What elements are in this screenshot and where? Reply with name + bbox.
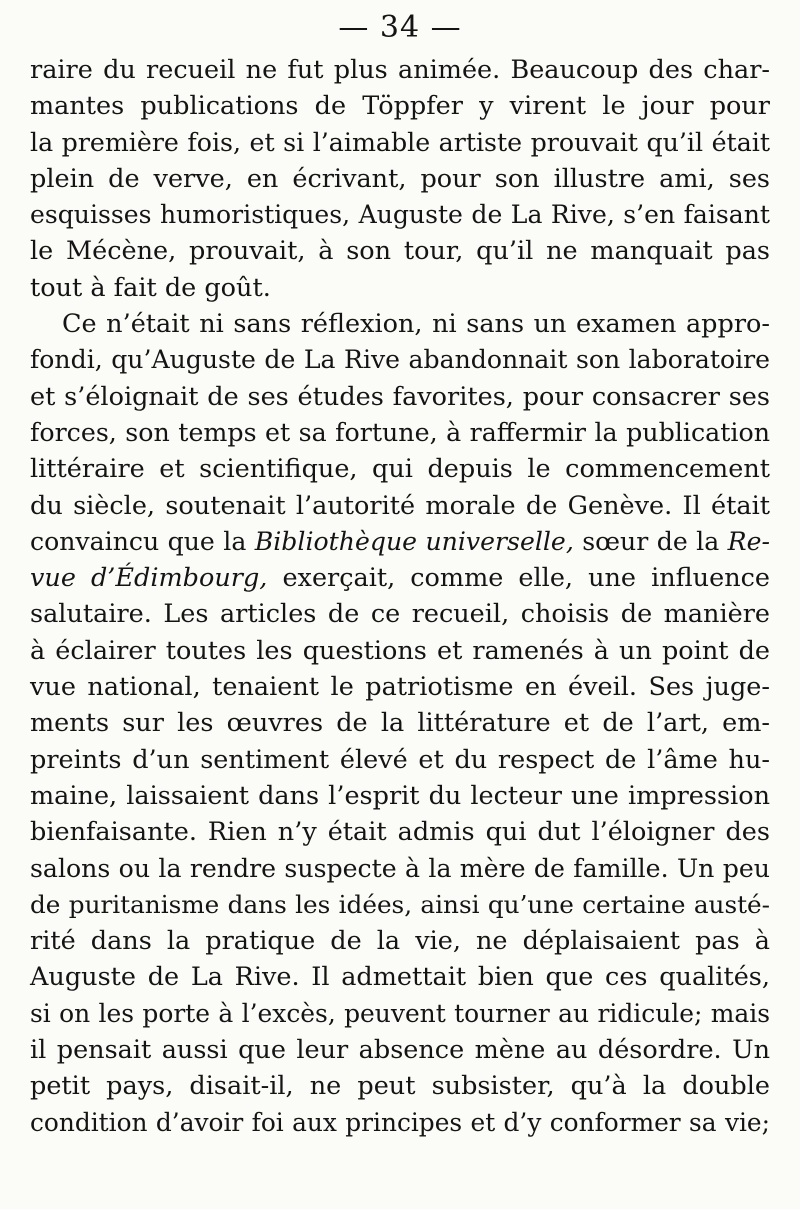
page-number: — 34 — <box>338 10 462 45</box>
paragraph-1 <box>30 52 770 306</box>
italic-title: Re- <box>727 526 770 556</box>
text-line: Ce n’était ni sans réflexion, ni sans un examen appro- <box>62 309 770 340</box>
text-line: bienfaisante. Rien n’y était admis qui dut l’éloigner des <box>30 817 770 848</box>
text-line: preints d’un sentiment élevé et du respect de l’âme hu- <box>30 744 770 775</box>
text-line: du siècle, soutenait l’autorité morale de Genève. Il était <box>30 490 770 521</box>
text-line: de puritanisme dans les idées, ainsi qu’une certaine austé- <box>30 889 770 919</box>
text-line: et s’éloignait de ses études favorites, pour consacrer ses <box>30 381 770 412</box>
paragraph-2 <box>30 306 770 1141</box>
text-line: salutaire. Les articles de ce recueil, choisis de manière <box>30 599 770 630</box>
text-line: mantes publications de Töppfer y virent le jour pour <box>30 91 770 122</box>
text-line: vue national, tenaient le patriotisme en éveil. Ses juge- <box>30 672 770 703</box>
text-line: la première fois, et si l’aimable artiste prouvait qu’il était <box>30 127 770 157</box>
text-line: à éclairer toutes les questions et ramenés à un point de <box>30 635 770 666</box>
text-line: le Mécène, prouvait, à son tour, qu’il ne manquait pas <box>30 236 770 267</box>
text-line: Auguste de La Rive. Il admettait bien que ces qualités, <box>30 962 770 993</box>
text-line <box>30 524 770 560</box>
text-run: convaincu que la <box>30 526 255 556</box>
text-line: si on les porte à l’excès, peuvent tourner au ridicule; mais <box>30 998 770 1028</box>
text-line: esquisses humoristiques, Auguste de La Rive, s’en faisant <box>30 200 770 230</box>
text-line: tout à fait de goût. <box>30 272 271 303</box>
text-line: plein de verve, en écrivant, pour son illustre ami, ses <box>30 163 770 194</box>
text-run: exerçait, comme elle, une influence <box>267 563 770 594</box>
text-line: fondi, qu’Auguste de La Rive abandonnait son laboratoire <box>30 345 770 375</box>
text-line: salons ou la rendre suspecte à la mère de famille. Un peu <box>30 853 770 883</box>
book-page <box>30 8 770 1141</box>
text-line: ments sur les œuvres de la littérature et de l’art, em- <box>30 708 770 739</box>
text-line: maine, laissaient dans l’esprit du lecteur une impression <box>30 780 770 811</box>
text-line: raire du recueil ne fut plus animée. Beaucoup des char- <box>30 55 770 85</box>
text-line: forces, son temps et sa fortune, à raffermir la publication <box>30 417 770 447</box>
text-line: petit pays, disait-il, ne peut subsister, qu’à la double <box>30 1071 770 1102</box>
text-line: condition d’avoir foi aux principes et d’y conformer sa vie; <box>30 1107 770 1137</box>
text-line <box>30 560 770 596</box>
italic-title: Bibliothèque universelle, <box>254 526 574 556</box>
text-line: rité dans la pratique de la vie, ne déplaisaient pas à <box>30 926 770 957</box>
italic-title: vue d’Édimbourg, <box>30 563 268 594</box>
text-run: sœur de la <box>573 526 728 556</box>
text-line: littéraire et scientifique, qui depuis le commencement <box>30 454 770 485</box>
text-line: il pensait aussi que leur absence mène au désordre. Un <box>30 1035 770 1066</box>
